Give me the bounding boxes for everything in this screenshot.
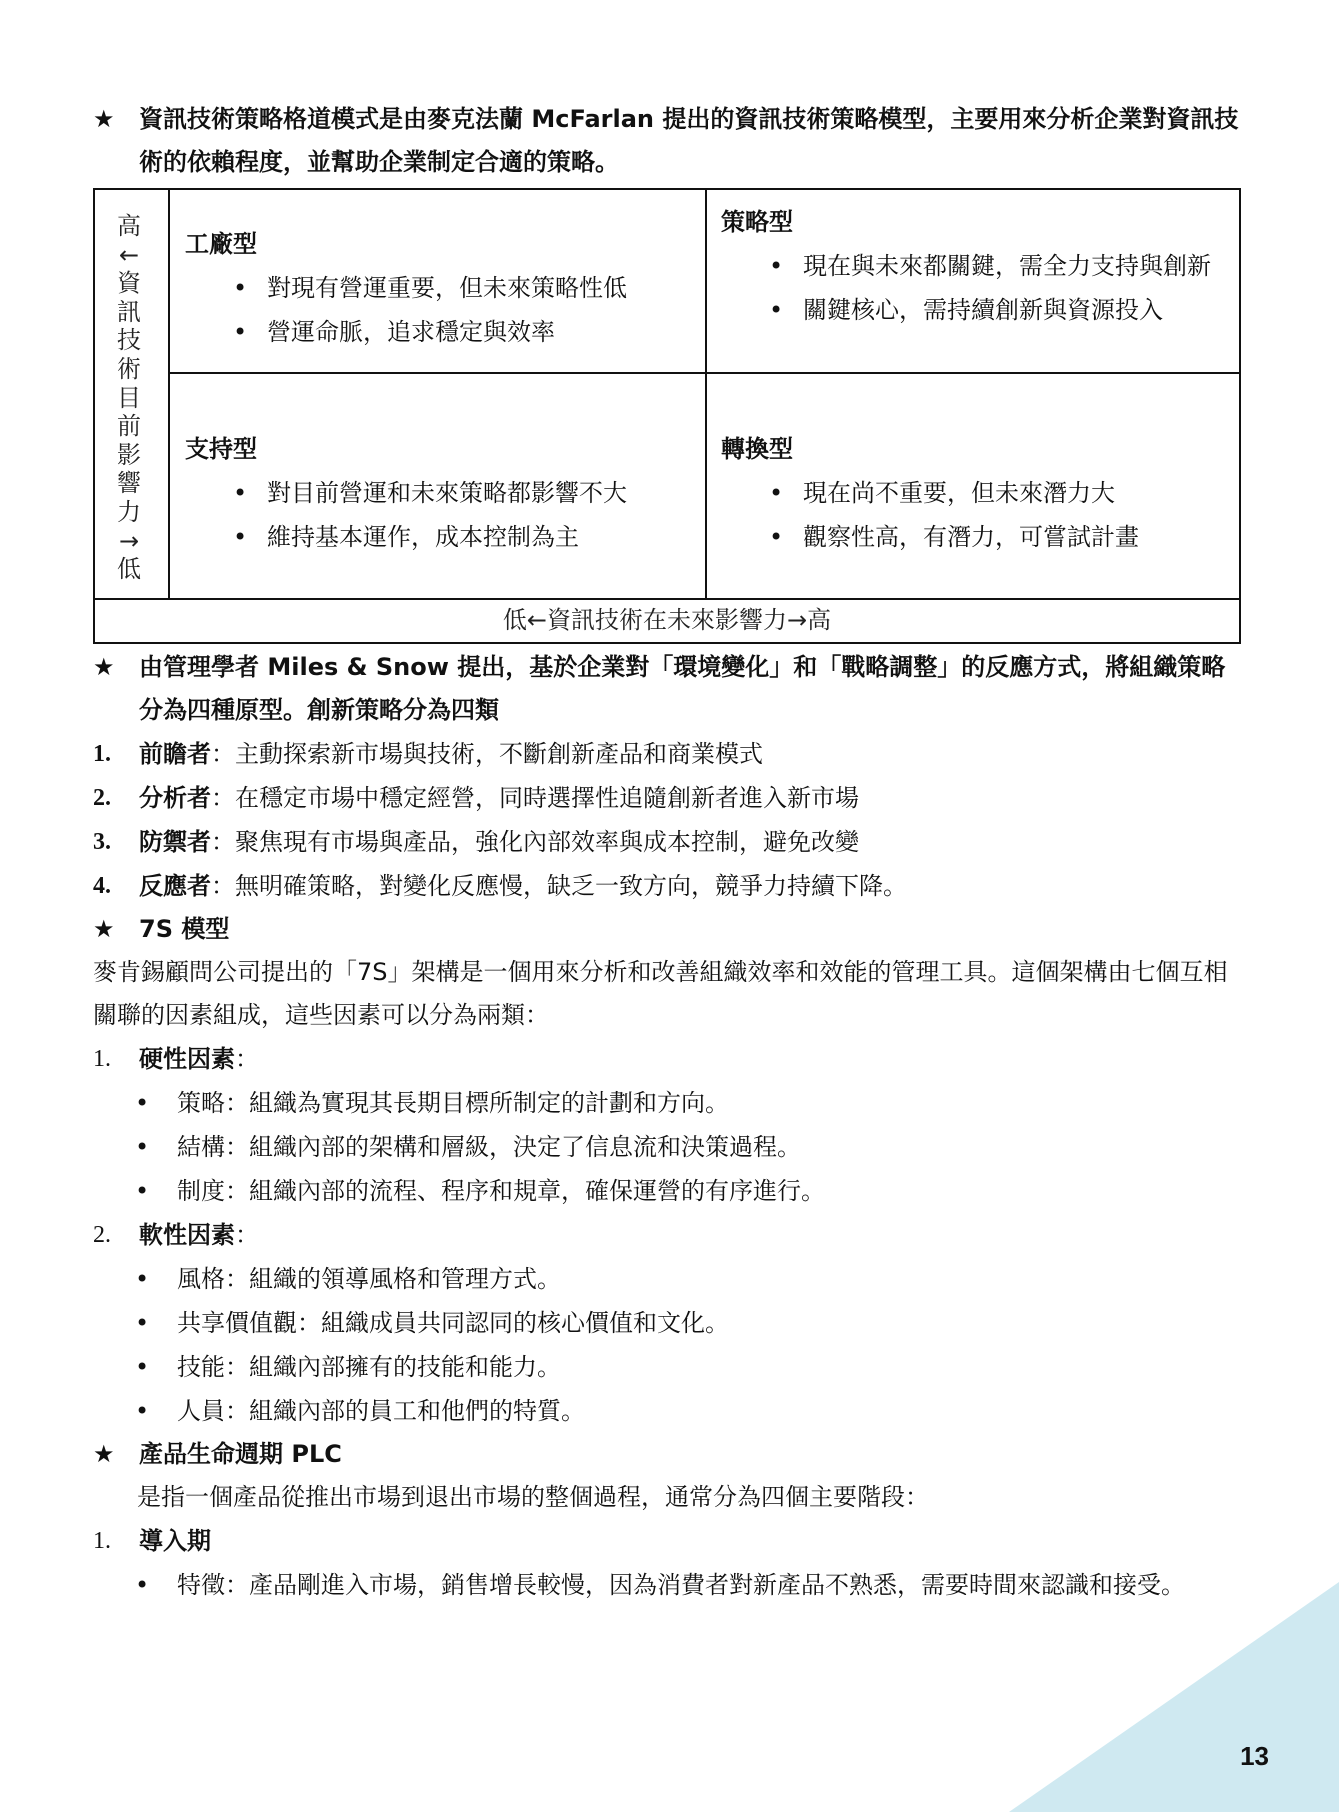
seven-s-group-soft: 2. 軟性因素： [93, 1221, 259, 1249]
miles-snow-text: 由管理學者 Miles & Snow 提出，基於企業對「環境變化」和「戰略調整」的反應方式，將組織策略分為四種原型。創新策略分為四類 [139, 653, 1226, 724]
star-icon: ★ [93, 915, 115, 943]
star-icon: ★ [93, 653, 115, 681]
quadrant-support: 支持型 • 對目前營運和未來策略都影響不大 • 維持基本運作，成本控制為主 [185, 435, 627, 551]
quadrant-strategic: 策略型 • 現在與未來都關鍵，需全力支持與創新 • 關鍵核心，需持續創新與資源投入 [721, 208, 1211, 324]
list-item: 4. 反應者：無明確策略，對變化反應慢，缺乏一致方向，競爭力持續下降。 [93, 872, 907, 900]
y-axis-label: 高 ← 資 訊 技 術 目 前 影 響 力 → 低 [117, 212, 141, 584]
list-item: 3. 防禦者：聚焦現有市場與產品，強化內部效率與成本控制，避免改變 [93, 828, 859, 856]
seven-s-title: 7S 模型 [139, 915, 230, 943]
plc-intro: 是指一個產品從推出市場到退出市場的整個過程，通常分為四個主要階段： [137, 1483, 929, 1511]
list-item: 1. 前瞻者：主動探索新市場與技術，不斷創新產品和商業模式 [93, 740, 763, 768]
plc-stage: 1. 導入期 [93, 1527, 211, 1555]
list-item: • 制度：組織內部的流程、程序和規章，確保運營的有序進行。 [135, 1177, 825, 1205]
list-item: • 共享價值觀：組織成員共同認同的核心價值和文化。 [135, 1309, 729, 1337]
list-item: • 風格：組織的領導風格和管理方式。 [135, 1265, 561, 1293]
intro-text: 資訊技術策略格道模式是由麥克法蘭 McFarlan 提出的資訊技術策略模型，主要用來分析企業對資訊技術的依賴程度，並幫助企業制定合適的策略。 [139, 105, 1239, 176]
plc-title: 產品生命週期 PLC [139, 1440, 342, 1468]
corner-decoration [1009, 1582, 1339, 1812]
page-number: 13 [1240, 1741, 1269, 1771]
page-content [93, 98, 1243, 1607]
miles-snow-heading [93, 646, 1243, 732]
list-item: • 技能：組織內部擁有的技能和能力。 [135, 1353, 561, 1381]
list-item: • 結構：組織內部的架構和層級，決定了信息流和決策過程。 [135, 1133, 801, 1161]
star-icon: ★ [93, 105, 115, 133]
seven-s-heading [93, 908, 1243, 951]
quadrant-factory: 工廠型 • 對現有營運重要，但未來策略性低 • 營運命脈，追求穩定與效率 [185, 230, 627, 346]
seven-s-intro: 麥肯錫顧問公司提出的「7S」架構是一個用來分析和改善組織效率和效能的管理工具。這個架構由七個互相關聯的因素組成，這些因素可以分為兩類： [93, 958, 1228, 1029]
list-item: • 特徵：產品剛進入市場，銷售增長較慢，因為消費者對新產品不熟悉，需要時間來認識和接受。 [135, 1571, 1185, 1599]
x-axis-label: 低←資訊技術在未來影響力→高 [502, 606, 832, 634]
list-item: • 策略：組織為實現其長期目標所制定的計劃和方向。 [135, 1089, 729, 1117]
mcfarlan-matrix [93, 188, 1241, 644]
list-item: 2. 分析者：在穩定市場中穩定經營，同時選擇性追隨創新者進入新市場 [93, 784, 859, 812]
star-icon: ★ [93, 1440, 115, 1468]
seven-s-group-hard: 1. 硬性因素： [93, 1045, 259, 1073]
intro-heading [93, 98, 1243, 184]
plc-heading [93, 1433, 1243, 1476]
quadrant-turnaround: 轉換型 • 現在尚不重要，但未來潛力大 • 觀察性高，有潛力，可嘗試計畫 [721, 435, 1139, 551]
list-item: • 人員：組織內部的員工和他們的特質。 [135, 1397, 585, 1425]
